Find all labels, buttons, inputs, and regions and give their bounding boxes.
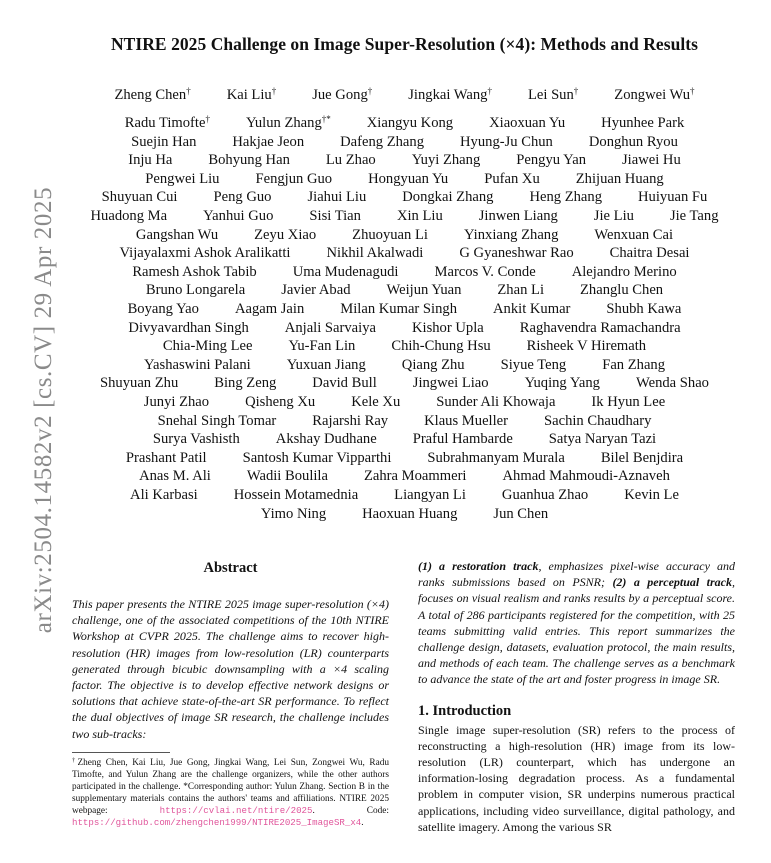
author-name bbox=[397, 207, 443, 226]
author-name bbox=[132, 263, 256, 282]
author-name bbox=[287, 356, 366, 375]
author-name-text: Marcos V. Conde bbox=[434, 263, 536, 280]
author-name bbox=[594, 207, 634, 226]
author-row bbox=[60, 505, 749, 524]
author-name-text: Yu-Fan Lin bbox=[288, 338, 356, 355]
author-name-text: Pengwei Liu bbox=[145, 170, 220, 187]
author-row bbox=[60, 133, 749, 152]
author-name-text: Qiang Zhu bbox=[401, 356, 465, 373]
author-name bbox=[520, 319, 681, 338]
author-name-text: Snehal Singh Tomar bbox=[157, 412, 277, 429]
author-name-text: Sunder Ali Khowaja bbox=[436, 394, 556, 410]
author-name bbox=[424, 412, 508, 431]
restoration-track-text: , emphasizes pixel-wise accuracy and ranks submissions based on PSNR; bbox=[418, 559, 735, 590]
author-name bbox=[610, 244, 690, 263]
author-name-text: Huadong Ma bbox=[90, 208, 168, 225]
author-row bbox=[60, 226, 749, 245]
author-name-text: Hyunhee Park bbox=[601, 115, 685, 132]
author-name bbox=[436, 393, 555, 412]
author-name-text: Radu Timofte bbox=[124, 115, 206, 132]
author-name-text: Ramesh Ashok Tabib bbox=[132, 263, 257, 280]
author-name-text: Kai Liu bbox=[226, 87, 272, 103]
author-name bbox=[208, 151, 289, 170]
author-name-text: Praful Hambarde bbox=[412, 431, 513, 448]
author-name-text: Fengjun Guo bbox=[255, 170, 333, 187]
author-name bbox=[501, 356, 567, 375]
author-name-text: Hyung-Ju Chun bbox=[460, 133, 553, 150]
author-row bbox=[60, 337, 749, 356]
author-name bbox=[413, 430, 513, 449]
author-name-text: Anjali Sarvaiya bbox=[284, 319, 376, 336]
author-name bbox=[493, 505, 548, 524]
author-name bbox=[144, 393, 209, 412]
author-name bbox=[309, 207, 361, 226]
author-mark: † bbox=[186, 86, 191, 96]
author-row bbox=[60, 300, 749, 319]
author-name-text: Wadii Boulila bbox=[246, 468, 328, 485]
author-name-text: Yulun Zhang bbox=[245, 115, 322, 132]
author-name bbox=[529, 188, 602, 207]
author-name bbox=[102, 188, 178, 207]
author-name bbox=[367, 114, 453, 133]
author-row bbox=[60, 412, 749, 431]
author-name-text: G Gyaneshwar Rao bbox=[459, 245, 574, 262]
author-name-text: Pengyu Yan bbox=[516, 152, 586, 169]
author-name bbox=[144, 356, 251, 375]
author-name bbox=[362, 505, 457, 524]
author-name bbox=[528, 86, 578, 105]
author-name bbox=[479, 207, 558, 226]
author-name bbox=[245, 393, 315, 412]
author-name-text: Donghun Ryou bbox=[588, 133, 678, 150]
author-name-text: Heng Zhang bbox=[529, 189, 602, 206]
author-name bbox=[591, 393, 665, 412]
author-name-text: Dafeng Zhang bbox=[340, 133, 425, 150]
abstract-text-right bbox=[418, 558, 735, 688]
author-name bbox=[232, 133, 304, 152]
author-name bbox=[119, 244, 290, 263]
author-name-text: Bohyung Han bbox=[208, 152, 290, 169]
author-name-text: Subrahmanyam Murala bbox=[427, 449, 565, 466]
author-mark: † bbox=[205, 114, 210, 125]
author-name bbox=[394, 486, 466, 505]
author-name-text: Kele Xu bbox=[351, 394, 401, 410]
author-name-text: Aagam Jain bbox=[234, 301, 305, 318]
author-name bbox=[606, 300, 681, 319]
author-name-text: Akshay Dudhane bbox=[275, 431, 377, 448]
author-name-text: Zhuoyuan Li bbox=[352, 226, 428, 243]
author-name-text: Siyue Teng bbox=[500, 356, 567, 373]
author-name bbox=[402, 356, 465, 375]
author-name bbox=[255, 170, 332, 189]
author-list bbox=[60, 86, 749, 523]
author-name bbox=[412, 151, 481, 170]
author-row bbox=[60, 207, 749, 226]
footnote-text: Zheng Chen, Kai Liu, Jue Gong, Jingkai Wang, Lei Sun, Zongwei Wu, Radu Timofte, and Yulun Zhang are the challenge organizers, while the other authors participated in the challenge. *Corresponding author: Yulun Zhang. Section B in the supplementary materials contains the authors' teams and affiliations. NTIRE 2025 webpage: bbox=[72, 758, 389, 816]
author-name-text: Kishor Upla bbox=[411, 319, 484, 336]
author-name-text: Shuyuan Cui bbox=[101, 189, 178, 206]
author-name-text: Jun Chen bbox=[493, 505, 549, 522]
author-name bbox=[312, 412, 388, 431]
introduction-text: Single image super-resolution (SR) refers to the process of reconstructing a high-resolution (HR) image from its low-resolution (LR) counterpart, which has undergone an information-losing degradation process. As a fundamental problem in computer vision, SR underpins numerous practical applications, including video surveillance, digital pathology, and satellite imagery. Among the various SR bbox=[418, 722, 735, 834]
author-name-text: Divyavardhan Singh bbox=[128, 319, 249, 336]
footnote bbox=[72, 757, 389, 829]
author-name-text: Ahmad Mahmoudi-Aznaveh bbox=[502, 468, 670, 485]
right-column bbox=[418, 558, 735, 835]
author-name bbox=[136, 226, 218, 245]
author-name bbox=[516, 151, 586, 170]
author-name bbox=[243, 449, 392, 468]
author-name-text: Lu Zhao bbox=[325, 152, 376, 169]
author-name-text: Ankit Kumar bbox=[493, 301, 571, 318]
author-name bbox=[602, 356, 665, 375]
author-name bbox=[460, 133, 553, 152]
author-name bbox=[128, 300, 199, 319]
author-name bbox=[312, 374, 376, 393]
author-row bbox=[60, 114, 749, 133]
author-name bbox=[589, 133, 678, 152]
author-name bbox=[502, 486, 588, 505]
author-name bbox=[254, 226, 316, 245]
author-name-text: Hossein Motamednia bbox=[233, 486, 359, 503]
paper-title: NTIRE 2025 Challenge on Image Super-Resolution (×4): Methods and Results bbox=[110, 34, 699, 54]
author-name bbox=[576, 170, 664, 189]
author-row bbox=[60, 244, 749, 263]
author-name-text: Vijayalaxmi Ashok Aralikatti bbox=[119, 245, 291, 262]
author-name bbox=[412, 319, 484, 338]
author-name-text: Bilel Benjdira bbox=[600, 449, 684, 466]
author-name-text: Chaitra Desai bbox=[609, 245, 690, 262]
author-name-text: Prashant Patil bbox=[125, 449, 207, 466]
author-name bbox=[100, 374, 178, 393]
author-row bbox=[60, 86, 749, 105]
author-name bbox=[227, 86, 277, 105]
author-name bbox=[580, 281, 663, 300]
author-name-text: Sisi Tian bbox=[309, 208, 361, 225]
author-name-text: Yuxuan Jiang bbox=[286, 356, 366, 373]
author-name-text: Boyang Yao bbox=[127, 301, 199, 318]
author-name bbox=[636, 374, 709, 393]
author-name-text: Peng Guo bbox=[213, 189, 272, 206]
author-name bbox=[128, 151, 172, 170]
author-name bbox=[293, 263, 399, 282]
author-name bbox=[158, 412, 277, 431]
author-name bbox=[340, 133, 424, 152]
author-name bbox=[413, 374, 489, 393]
author-name-text: Zeyu Xiao bbox=[254, 226, 317, 243]
introduction-heading: 1. Introduction bbox=[418, 702, 512, 719]
author-name-text: Yinxiang Zhang bbox=[463, 226, 559, 243]
author-row bbox=[60, 281, 749, 300]
author-name bbox=[261, 505, 326, 524]
author-mark: † bbox=[573, 86, 579, 96]
author-name-text: Satya Naryan Tazi bbox=[548, 431, 657, 448]
author-name bbox=[670, 207, 719, 226]
author-name-text: Jingwei Liao bbox=[412, 375, 489, 392]
author-name-text: Wenda Shao bbox=[635, 375, 709, 392]
author-name bbox=[614, 86, 694, 105]
author-name bbox=[464, 226, 558, 245]
author-name bbox=[622, 151, 681, 170]
author-name-text: Surya Vashisth bbox=[152, 431, 240, 448]
author-row bbox=[60, 430, 749, 449]
author-name-text: Zhan Li bbox=[497, 282, 544, 299]
author-name bbox=[489, 114, 565, 133]
author-name bbox=[340, 300, 457, 319]
author-name-text: Zahra Moammeri bbox=[363, 468, 467, 485]
author-name bbox=[126, 449, 207, 468]
author-name-text: Nikhil Akalwadi bbox=[326, 245, 424, 262]
author-row bbox=[60, 449, 749, 468]
left-column bbox=[72, 555, 389, 742]
author-name bbox=[246, 114, 331, 133]
author-name-text: Ik Hyun Lee bbox=[591, 394, 666, 410]
author-name bbox=[525, 374, 600, 393]
author-name-text: Shubh Kawa bbox=[606, 301, 682, 318]
author-mark: † bbox=[487, 86, 492, 96]
author-name-text: Hongyuan Yu bbox=[368, 170, 449, 187]
author-name bbox=[285, 319, 376, 338]
author-name-text: Suejin Han bbox=[131, 133, 197, 150]
author-name bbox=[288, 337, 355, 356]
author-row bbox=[60, 319, 749, 338]
code-link[interactable]: https://github.com/zhengchen1999/NTIRE2025_ImageSR_x4 bbox=[72, 817, 362, 828]
author-name-text: Inju Ha bbox=[128, 152, 173, 169]
author-name bbox=[146, 281, 245, 300]
author-row bbox=[60, 263, 749, 282]
author-name bbox=[214, 374, 276, 393]
author-name bbox=[459, 244, 573, 263]
author-name bbox=[638, 188, 707, 207]
author-name-text: Jue Gong bbox=[312, 87, 368, 103]
author-name-text: Xiaoxuan Yu bbox=[489, 115, 566, 132]
author-name bbox=[527, 337, 646, 356]
author-name bbox=[234, 486, 358, 505]
author-name bbox=[601, 449, 683, 468]
author-name-text: Zhanglu Chen bbox=[580, 282, 664, 299]
author-name bbox=[326, 151, 376, 170]
author-name-text: Huiyuan Fu bbox=[638, 189, 708, 206]
author-name-text: Xin Liu bbox=[396, 208, 443, 225]
author-name bbox=[247, 467, 328, 486]
author-name bbox=[387, 281, 462, 300]
author-name bbox=[352, 226, 428, 245]
author-name-text: Zhijuan Huang bbox=[575, 170, 664, 187]
arxiv-identifier[interactable]: arXiv:2504.14582v2 [cs.CV] 29 Apr 2025 bbox=[30, 186, 57, 634]
author-name bbox=[364, 467, 467, 486]
author-name-text: Alejandro Merino bbox=[571, 263, 677, 280]
author-name bbox=[276, 430, 377, 449]
perceptual-track-text: , focuses on visual realism and ranks results by a perceptual score. A total of 286 participants registered for the competition, with 25 teams submitting valid entries. This report summarizes the challenge design, datasets, evaluation protocol, the main results, and methods of each team. The challenge serves as a benchmark to advance the state of the art and foster progress in image SR. bbox=[418, 575, 736, 687]
author-name-text: Chia-Ming Lee bbox=[162, 338, 253, 355]
author-name-text: Jie Tang bbox=[669, 208, 719, 225]
author-name-text: Jie Liu bbox=[593, 208, 634, 225]
author-name-text: Hakjae Jeon bbox=[232, 133, 305, 150]
author-row bbox=[60, 188, 749, 207]
author-name-text: Chih-Chung Hsu bbox=[391, 338, 491, 355]
author-row bbox=[60, 151, 749, 170]
author-name bbox=[497, 281, 544, 300]
author-name-text: Jinwen Liang bbox=[478, 208, 558, 225]
author-name-text: Haoxuan Huang bbox=[362, 505, 458, 522]
author-mark: † bbox=[271, 86, 277, 96]
author-name bbox=[572, 263, 677, 282]
footnote-divider bbox=[72, 752, 170, 753]
author-name-text: Shuyuan Zhu bbox=[100, 375, 179, 392]
author-name-text: Pufan Xu bbox=[484, 170, 540, 187]
author-name bbox=[128, 319, 248, 338]
author-name bbox=[594, 226, 673, 245]
author-mark: †* bbox=[321, 114, 331, 125]
author-name-text: Raghavendra Ramachandra bbox=[519, 319, 681, 336]
author-name-text: Gangshan Wu bbox=[135, 226, 219, 243]
footnote-end: . bbox=[361, 818, 364, 828]
author-name bbox=[91, 207, 168, 226]
author-name-text: Jiawei Hu bbox=[622, 152, 681, 169]
author-name-text: Lei Sun bbox=[527, 87, 574, 103]
author-name-text: Santosh Kumar Vipparthi bbox=[242, 449, 392, 466]
author-name-text: Risheek V Hiremath bbox=[526, 338, 647, 355]
author-name-text: Kevin Le bbox=[624, 486, 679, 503]
author-name-text: Wenxuan Cai bbox=[594, 226, 674, 243]
author-name-text: Bruno Longarela bbox=[145, 282, 246, 299]
restoration-track-label: (1) a restoration track bbox=[418, 559, 539, 573]
author-name-text: Yashaswini Palani bbox=[143, 356, 251, 373]
author-name bbox=[203, 207, 273, 226]
author-row bbox=[60, 374, 749, 393]
author-name-text: Xiangyu Kong bbox=[366, 115, 454, 132]
author-name-text: Zheng Chen bbox=[114, 87, 187, 103]
author-name bbox=[484, 170, 540, 189]
author-name-text: Milan Kumar Singh bbox=[340, 301, 457, 318]
author-name bbox=[503, 467, 670, 486]
author-name bbox=[549, 430, 656, 449]
author-name bbox=[624, 486, 679, 505]
author-name-text: Jiahui Liu bbox=[307, 189, 367, 206]
author-name-text: Yuqing Yang bbox=[524, 375, 600, 392]
author-name-text: Liangyan Li bbox=[394, 486, 466, 503]
author-name-text: Uma Mudenagudi bbox=[292, 263, 399, 280]
author-name-text: Qisheng Xu bbox=[245, 394, 316, 410]
author-name bbox=[402, 188, 493, 207]
author-name bbox=[544, 412, 651, 431]
author-name-text: Yimo Ning bbox=[260, 505, 327, 522]
author-name bbox=[145, 170, 219, 189]
author-name bbox=[114, 86, 190, 105]
author-row bbox=[60, 356, 749, 375]
author-name-text: Yuyi Zhang bbox=[411, 152, 481, 169]
author-name bbox=[125, 114, 210, 133]
author-name bbox=[351, 393, 400, 412]
author-name bbox=[213, 188, 271, 207]
author-name-text: Junyi Zhao bbox=[143, 394, 210, 410]
author-name-text: Weijun Yuan bbox=[386, 282, 462, 299]
author-name-text: Klaus Mueller bbox=[424, 412, 508, 429]
author-name bbox=[163, 337, 253, 356]
author-name-text: Bing Zeng bbox=[214, 375, 277, 392]
author-name bbox=[391, 337, 490, 356]
abstract-heading: Abstract bbox=[203, 560, 258, 576]
footnote-mark: † bbox=[72, 757, 78, 764]
author-name-text: Guanhua Zhao bbox=[501, 486, 589, 503]
author-name bbox=[307, 188, 366, 207]
author-name-text: Javier Abad bbox=[281, 282, 351, 299]
author-name bbox=[235, 300, 304, 319]
author-name bbox=[368, 170, 448, 189]
webpage-link[interactable]: https://cvlai.net/ntire/2025 bbox=[159, 805, 313, 816]
perceptual-track-label: (2) a perceptual track bbox=[612, 575, 733, 590]
author-name bbox=[493, 300, 570, 319]
author-name-text: Ali Karbasi bbox=[130, 486, 198, 503]
author-name bbox=[326, 244, 423, 263]
author-name bbox=[312, 86, 372, 105]
author-row bbox=[60, 170, 749, 189]
author-name-text: Sachin Chaudhary bbox=[544, 412, 652, 429]
author-name-text: Dongkai Zhang bbox=[402, 189, 494, 206]
author-name-text: Rajarshi Ray bbox=[312, 412, 389, 429]
author-row bbox=[60, 393, 749, 412]
author-name bbox=[434, 263, 535, 282]
author-row bbox=[60, 467, 749, 486]
author-name bbox=[601, 114, 684, 133]
author-name bbox=[131, 133, 196, 152]
author-name bbox=[427, 449, 564, 468]
author-mark: † bbox=[690, 86, 695, 96]
author-name bbox=[408, 86, 492, 105]
author-name-text: Jingkai Wang bbox=[408, 87, 488, 103]
abstract-text-left: This paper presents the NTIRE 2025 image super-resolution (×4) challenge, one of the associated competitions of the 10th NTIRE Workshop at CVPR 2025. The challenge aims to recover high-resolution (HR) images from low-resolution (LR) counterparts generated through bicubic downsampling with a ×4 scaling factor. The objective is to develop effective network designs or solutions that achieve state-of-the-art SR performance. To reflect the dual objectives of image SR research, the challenge includes two sub-tracks: bbox=[72, 597, 389, 741]
author-mark: † bbox=[367, 86, 373, 96]
author-name-text: Yanhui Guo bbox=[203, 208, 274, 225]
author-row bbox=[60, 486, 749, 505]
footnote-code-label: . Code: bbox=[312, 806, 389, 816]
author-name-text: Zongwei Wu bbox=[614, 87, 691, 103]
author-name bbox=[281, 281, 350, 300]
author-name bbox=[139, 467, 211, 486]
author-name bbox=[130, 486, 198, 505]
author-name-text: Fan Zhang bbox=[602, 356, 666, 373]
author-name-text: David Bull bbox=[312, 375, 377, 392]
author-name bbox=[153, 430, 240, 449]
author-name-text: Anas M. Ali bbox=[139, 468, 211, 485]
